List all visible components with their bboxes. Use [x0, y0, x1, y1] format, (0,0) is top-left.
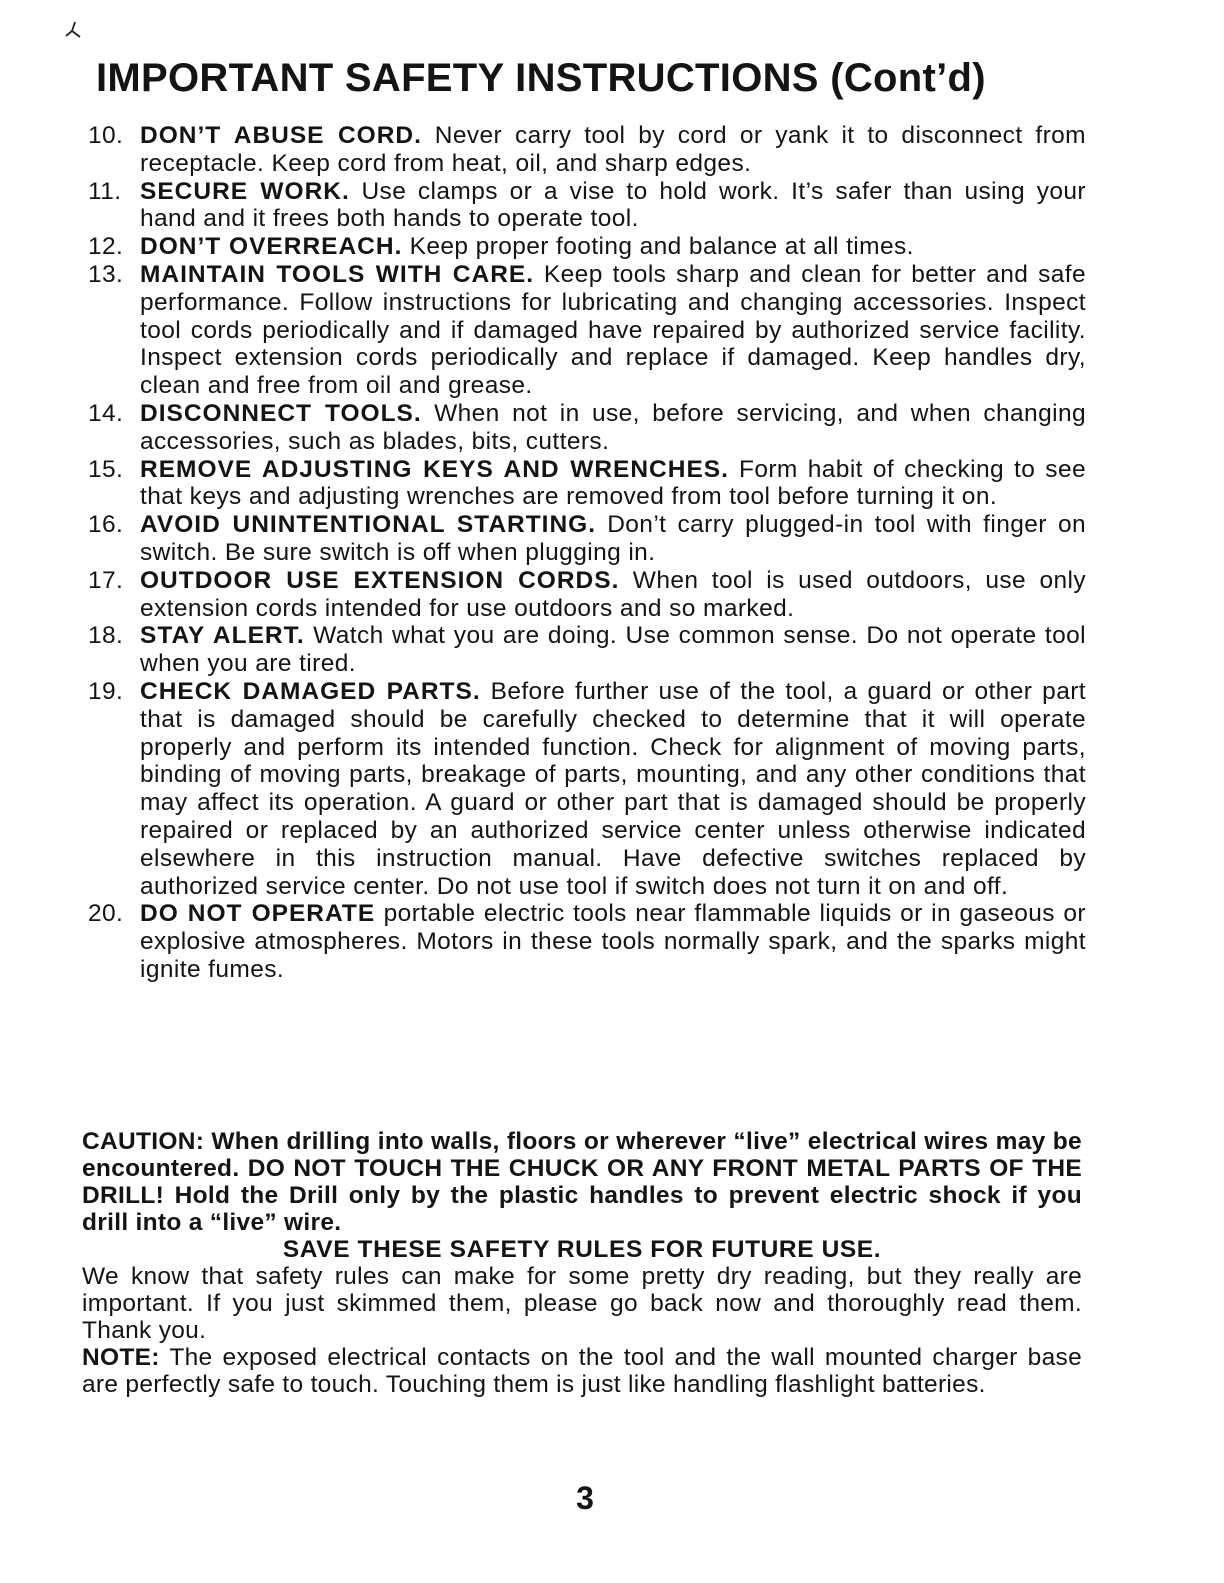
- rule-heading: DON’T ABUSE CORD.: [140, 122, 422, 149]
- rule-heading: STAY ALERT.: [140, 622, 305, 650]
- rule-item: [84, 622, 1086, 678]
- rule-number: 14.: [88, 399, 124, 427]
- rule-text: When not in use, before servicing, and when changing accessories, such as blades, bits, cutters.: [140, 399, 1086, 455]
- rule-text: Form habit of checking to see that keys and adjusting wrenches are removed from tool before turning it on.: [140, 455, 1087, 511]
- note-label: NOTE:: [82, 1344, 160, 1371]
- rule-item: [84, 122, 1086, 178]
- rule-number: 18.: [88, 622, 124, 650]
- safety-rules-list: [84, 122, 1086, 984]
- note-text: The exposed electrical contacts on the tool and the wall mounted charger base are perfectly safe to touch. Touching them is just like handling flashlight batteries.: [82, 1344, 1082, 1398]
- rule-text: Don’t carry plugged-in tool with finger on switch. Be sure switch is off when plugging in.: [140, 511, 1086, 566]
- rule-item: [84, 900, 1086, 983]
- rule-heading: MAINTAIN TOOLS WITH CARE.: [140, 260, 535, 288]
- rule-number: 10.: [88, 122, 124, 149]
- rule-text: portable electric tools near flammable liquids or in gaseous or explosive atmospheres. Motors in these tools normally spark, and the sparks might ignite fumes.: [140, 900, 1086, 983]
- rule-number: 20.: [88, 900, 124, 928]
- page-number: 3: [576, 1480, 594, 1516]
- rule-heading: OUTDOOR USE EXTENSION CORDS.: [140, 566, 620, 594]
- rule-heading: CHECK DAMAGED PARTS.: [140, 677, 481, 705]
- save-rules-heading: SAVE THESE SAFETY RULES FOR FUTURE USE.: [282, 1236, 882, 1263]
- rule-heading: SECURE WORK.: [140, 177, 350, 205]
- rule-number: 13.: [88, 260, 124, 288]
- rule-number: 16.: [88, 511, 124, 539]
- rule-text: Watch what you are doing. Use common sense. Do not operate tool when you are tired.: [140, 622, 1087, 678]
- rule-text: Never carry tool by cord or yank it to disconnect from receptacle. Keep cord from heat, oil, and sharp edges.: [140, 122, 1086, 177]
- rule-item: [84, 567, 1086, 623]
- rule-text: Keep tools sharp and clean for better and safe performance. Follow instructions for lubricating and changing accessories. Inspect tool cords periodically and if damaged have repaired by authorized service facility. Inspect extension cords periodically and replace if damaged. Keep handles dry, clean and free from oil and grease.: [140, 260, 1086, 400]
- rule-text: Before further use of the tool, a guard or other part that is damaged should be carefully checked to determine that it will operate properly and perform its intended function. Check for alignment of moving parts, binding of moving parts, breakage of parts, mounting, and any other conditions that may affect its operation. A guard or other part that is damaged should be properly repaired or replaced by an authorized service center unless otherwise indicated elsewhere in this instruction manual. Have defective switches replaced by authorized service center. Do not use tool if switch does not turn it on and off.: [140, 677, 1086, 900]
- closing-section: [82, 1128, 1082, 1398]
- rule-heading: AVOID UNINTENTIONAL STARTING.: [140, 511, 597, 539]
- rule-number: 11.: [88, 177, 122, 205]
- rule-heading: DISCONNECT TOOLS.: [140, 399, 422, 427]
- rule-text: Use clamps or a vise to hold work. It’s safer than using your hand and it frees both hands to operate tool.: [140, 177, 1086, 233]
- rule-text: When tool is used outdoors, use only extension cords intended for use outdoors and so marked.: [140, 566, 1086, 622]
- rule-item: [84, 233, 1086, 261]
- caution-paragraph: CAUTION: When drilling into walls, floors or wherever “live” electrical wires may be encountered. DO NOT TOUCH THE CHUCK OR ANY FRONT METAL PARTS OF THE DRILL! Hold the Drill only by the plastic handles to prevent electric shock if you drill into a “live” wire.: [82, 1128, 1082, 1236]
- rule-item: [84, 261, 1086, 400]
- rule-number: 17.: [88, 566, 124, 594]
- note-paragraph: [82, 1344, 1082, 1398]
- page-title: IMPORTANT SAFETY INSTRUCTIONS (Cont’d): [96, 56, 986, 100]
- corner-scan-mark: [62, 18, 84, 42]
- rule-heading: DON’T OVERREACH.: [140, 233, 403, 261]
- rule-item: [84, 511, 1086, 567]
- rule-item: [84, 178, 1086, 234]
- rule-number: 19.: [88, 677, 124, 705]
- rule-heading: REMOVE ADJUSTING KEYS AND WRENCHES.: [140, 455, 729, 483]
- rule-heading: DO NOT OPERATE: [140, 900, 376, 928]
- rule-number: 15.: [88, 455, 124, 483]
- rule-item: [84, 678, 1086, 900]
- rule-text: Keep proper footing and balance at all times.: [409, 233, 914, 261]
- rule-item: [84, 456, 1086, 512]
- closing-paragraph: We know that safety rules can make for some pretty dry reading, but they really are important. If you just skimmed them, please go back now and thoroughly read them. Thank you.: [82, 1263, 1082, 1344]
- rule-item: [84, 400, 1086, 456]
- rule-number: 12.: [88, 233, 124, 261]
